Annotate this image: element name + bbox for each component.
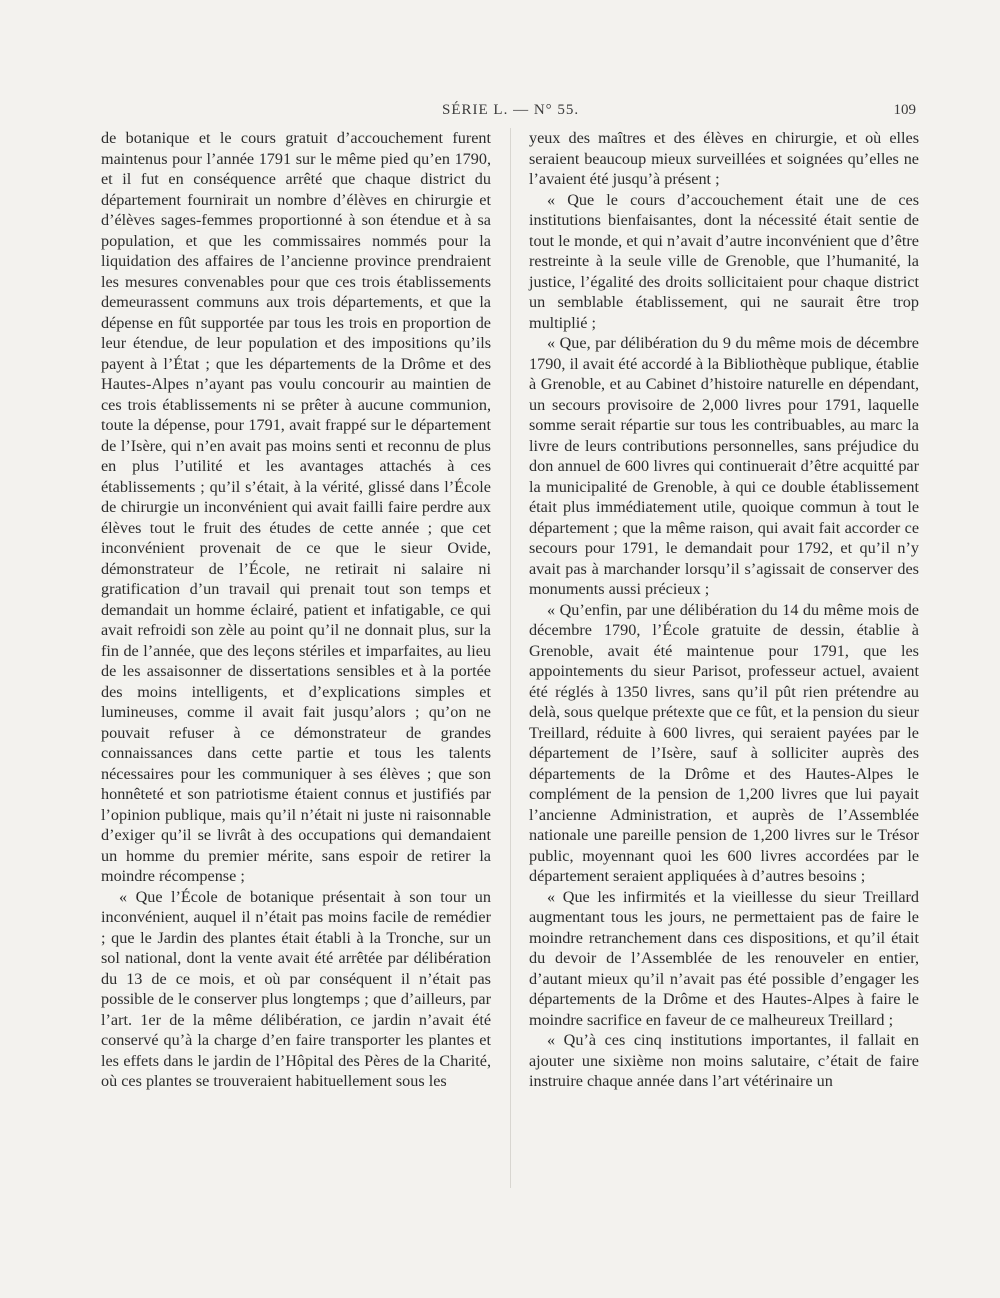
paragraph: « Que l’École de botanique présentait à son tour un inconvénient, auquel il n’était pas moins facile de remédier ; que le Jardin des plantes était établi à la Tronche, sur un sol national, dont la vente avait été arrêtée par délibération du 13 de ce mois, et où par conséquent il n’était pas possible de le conserver plus longtemps ; que d’ailleurs, par l’art. 1er de la même délibération, ce jardin n’avait été conservé qu’à la charge d’en faire transporter les plantes et les effets dans le jardin de l’Hôpital des Pères de la Charité, où ces plantes se trouveraient habituellement sous les bbox=[101, 887, 491, 1090]
paragraph: yeux des maîtres et des élèves en chirurgie, et où elles seraient beaucoup mieux surveillées et soignées qu’elles ne l’avaient été jusqu’à présent ; bbox=[529, 129, 919, 188]
page-number: 109 bbox=[893, 102, 916, 118]
page-header bbox=[100, 102, 920, 126]
paragraph: « Qu’à ces cinq institutions importantes, il fallait en ajouter une sixième non moins salutaire, c’était de faire instruire chaque année dans l’art vétérinaire un bbox=[529, 1031, 919, 1090]
left-column bbox=[101, 128, 491, 1092]
running-title: SÉRIE L. — N° 55. bbox=[442, 102, 580, 118]
paragraph: de botanique et le cours gratuit d’accouchement furent maintenus pour l’année 1791 sur le même pied qu’en 1790, et il fut en conséquence arrêté que chaque district du département fournirait un nombre d’élèves en chirurgie et d’élèves sages-femmes proportionné à son étendue et à sa population, et que les commissaires nommés pour la liquidation des affaires de l’ancienne province prendraient les mesures convenables pour que ces trois établissements demeurassent communs aux trois départements, et que la dépense en fût supportée par tous les trois en proportion de leur étendue, de leur population et des impositions qu’ils payent à l’État ; que les départements de la Drôme et des Hautes-Alpes n’ayant pas voulu concourir au maintien de ces trois établissements ni se prêter à aucune communion, toute la dépense, pour 1791, avait frappé sur le département de l’Isère, qui n’en avait pas moins senti et reconnu de plus en plus l’utilité et les avantages attachés à ces établissements ; qu’il s’était, à la vérité, glissé dans l’École de chirurgie un inconvénient qui avait failli faire perdre aux élèves tout le fruit des études de cette année ; que cet inconvénient provenait de ce que le sieur Ovide, démonstrateur de l’École, ne retirait ni salaire ni gratification d’un travail qui prenait tout son temps et demandait un homme éclairé, patient et infatigable, ce qui avait refroidi son zèle au point qu’il ne donnait plus, sur la fin de l’année, que des leçons stériles et imparfaites, au lieu de les assaisonner de dissertations sensibles et à la portée des moins intelligents, et d’explications simples et lumineuses, comme il avait fait jusqu’alors ; qu’on ne pouvait refuser à ce démonstrateur de grandes connaissances dans cette partie et tous les talents nécessaires pour les communiquer à ses élèves ; que son honnêteté et son patriotisme étaient connus et justifiés par l’opinion publique, mais qu’il n’était ni juste ni raisonnable d’exiger qu’il se livrât à des occupations qui demandaient un homme du premier mérite, sans espoir de retirer la moindre récompense ; bbox=[101, 129, 491, 885]
paragraph: « Que, par délibération du 9 du même mois de décembre 1790, il avait été accordé à la Bibliothèque publique, établie à Grenoble, et au Cabinet d’histoire naturelle en dépendant, un secours provisoire de 2,000 livres pour 1791, laquelle somme serait répartie sur tous les contribuables, au marc la livre de leurs contributions personnelles, sans préjudice du don annuel de 600 livres qui continuerait d’être acquitté par la municipalité de Grenoble, à qui ce double établissement était plus immédiatement utile, quoique commun à tout le département ; que la même raison, qui avait fait accorder ce secours pour 1791, le demandait pour 1792, et qu’il n’y avait pas à marchander lorsqu’il s’agissait de conserver des monuments aussi précieux ; bbox=[529, 334, 919, 598]
right-column bbox=[529, 128, 919, 1092]
paragraph: « Qu’enfin, par une délibération du 14 du même mois de décembre 1790, l’École gratuite de dessin, établie à Grenoble, avait été maintenue pour 1791, que les appointements du sieur Parisot, professeur actuel, avaient été réglés à 1350 livres, sans qu’il pût rien prétendre au delà, sous quelque prétexte que ce fût, et la pension du sieur Treillard, réduite à 600 livres, qui seraient payées par le département de l’Isère, sauf à solliciter auprès des départements de la Drôme et des Hautes-Alpes le complément de la pension de 1,200 livres que lui payait l’ancienne Administration, et auprès de l’Assemblée nationale une pareille pension de 1,200 livres sur le Trésor public, moyennant quoi les 600 livres accordées par le département seraient appliquées à d’autres besoins ; bbox=[529, 600, 919, 885]
column-divider bbox=[510, 128, 511, 1188]
paragraph: « Que les infirmités et la vieillesse du sieur Treillard augmentant tous les jours, ne permettaient pas de faire le moindre retranchement dans ces dispositions, et qu’il était du devoir de l’Assemblée de les renouveler en entier, d’autant mieux qu’il n’avait pas été possible d’engager les départements de la Drôme et des Hautes-Alpes à faire le moindre sacrifice en faveur de ce malheureux Treillard ; bbox=[529, 887, 919, 1029]
paragraph: « Que le cours d’accouchement était une de ces institutions bienfaisantes, dont la nécessité était sentie de tout le monde, et qui n’avait d’autre inconvénient que d’être restreinte à la seule ville de Grenoble, que l’humanité, la justice, l’égalité des droits sollicitaient pour chaque district un semblable établissement, qui ne saurait être trop multiplié ; bbox=[529, 190, 919, 332]
